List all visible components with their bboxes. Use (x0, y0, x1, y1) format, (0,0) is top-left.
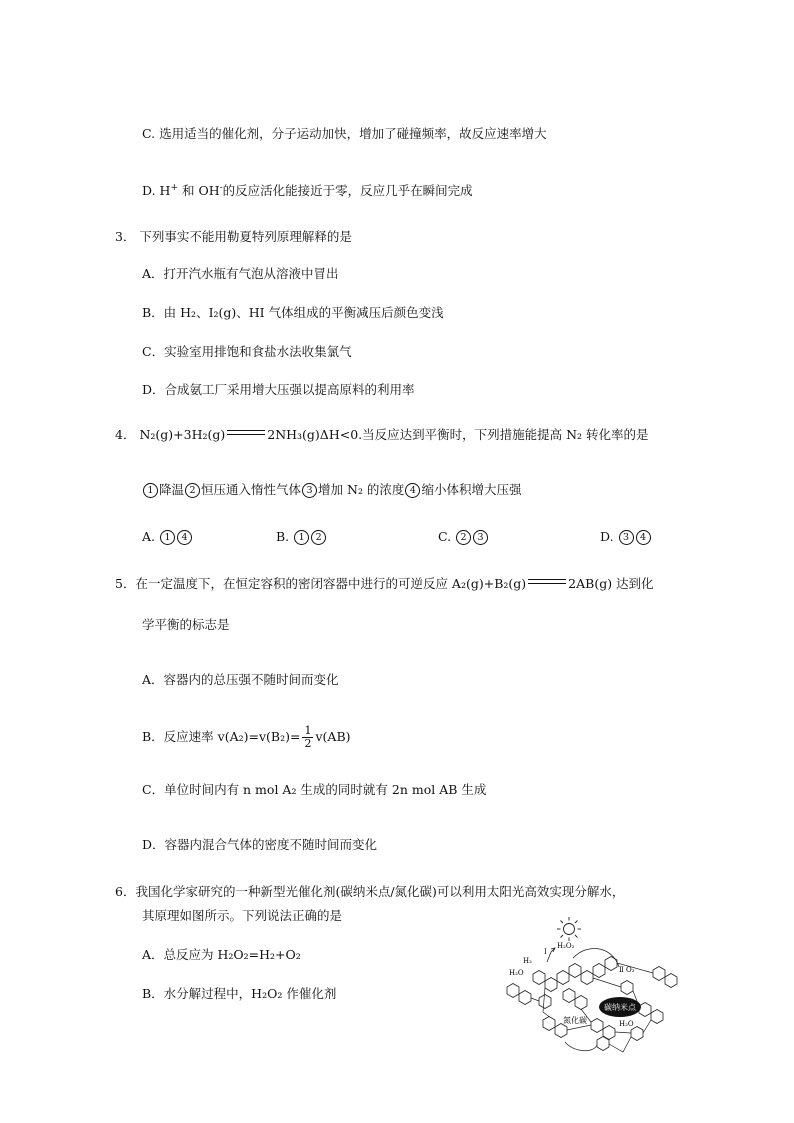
q2-option-d-prefix: D. H (142, 183, 171, 198)
circled-number-icon: 2 (311, 530, 326, 545)
circled-number-icon: 1 (160, 530, 175, 545)
q4-stem-rest: 当反应达到平衡时，下列措施能提高 N₂ 转化率的是 (362, 427, 649, 442)
choice-label: C. (438, 529, 452, 544)
q4-measure-1: 降温 (159, 482, 185, 497)
q3-option-d: D．合成氨工厂采用增大压强以提高原料的利用率 (142, 382, 415, 397)
circled-number-icon: 3 (473, 530, 488, 545)
q3-option-b: B．由 H₂、I₂(g)、HI 气体组成的平衡减压后颜色变浅 (142, 305, 444, 320)
label-i: I (544, 948, 547, 956)
q5-option-b-left: B．反应速率 v(A₂)=v(B₂)= (142, 729, 301, 744)
label-ii-o2: Ⅱ O₂ (619, 966, 635, 974)
circled-number-icon: 4 (177, 530, 192, 545)
choice-label: B. (276, 529, 290, 544)
q5-stem-b: 2AB(g) 达到化 (568, 576, 654, 591)
sun-icon (557, 917, 581, 941)
q6-stem-b: 其原理如图所示。下列说法正确的是 (142, 908, 343, 923)
fraction-denominator: 2 (304, 737, 312, 750)
q4-choice-d (600, 529, 652, 545)
circled-number-icon: 4 (636, 530, 651, 545)
q5-stem-c: 学平衡的标志是 (142, 617, 230, 632)
choice-label: A. (142, 529, 156, 544)
q5-option-b (142, 717, 351, 757)
q3-stem: 3． 下列事实不能用勒夏特列原理解释的是 (115, 229, 352, 244)
q2-option-c: C. 选用适当的催化剂，分子运动加快，增加了碰撞频率，故反应速率增大 (142, 126, 547, 141)
carbon-dot-label: 碳纳米点 (604, 1003, 636, 1012)
q5-stem (115, 576, 654, 592)
circled-number-icon: 4 (405, 483, 420, 498)
q4-measure-2: 恒压通入惰性气体 (201, 482, 302, 497)
q5-stem-a: 5．在一定温度下，在恒定容积的密闭容器中进行的可逆反应 A₂(g)+B₂(g) (115, 576, 527, 591)
fraction (302, 725, 313, 750)
q6-option-a: A．总反应为 H₂O₂=H₂+O₂ (142, 947, 301, 962)
label-h2o-right: H₂O (619, 1020, 634, 1028)
circled-number-icon: 2 (185, 483, 200, 498)
photocatalyst-diagram-svg (503, 912, 683, 1062)
q6-option-b: B．水分解过程中，H₂O₂ 作催化剂 (142, 986, 337, 1001)
q4-products: 2NH₃(g)ΔH<0. (267, 427, 363, 442)
q4-choice-c (438, 529, 489, 545)
q4-choice-b (276, 529, 327, 545)
label-carbon-nitride: 氮化碳 (563, 1016, 587, 1025)
q2-option-d: D. H+ 和 OH-的反应活化能接近于零，反应几乎在瞬间完成 (142, 183, 473, 198)
q5-option-a: A．容器内的总压强不随时间而变化 (142, 672, 339, 687)
q4-choice-a (142, 529, 193, 545)
circled-number-icon: 3 (302, 483, 317, 498)
label-h2o-left: H₂O (509, 969, 524, 977)
q3-option-a: A．打开汽水瓶有气泡从溶液中冒出 (142, 266, 339, 281)
q4-stem (115, 427, 649, 443)
fraction-numerator: 1 (304, 724, 312, 737)
q4-measure-3: 增加 N₂ 的浓度 (318, 482, 405, 497)
q5-option-d: D．容器内混合气体的密度不随时间而变化 (142, 837, 378, 852)
q5-option-b-right: v(AB) (315, 729, 351, 744)
q4-reactants: N₂(g)+3H₂(g) (139, 427, 226, 442)
photocatalyst-diagram (503, 912, 683, 1062)
q4-number: 4． (115, 427, 136, 442)
q5-option-c: C．单位时间内有 n mol A₂ 生成的同时就有 2n mol AB 生成 (142, 782, 487, 797)
choice-label: D. (600, 529, 614, 544)
q4-measures (142, 482, 521, 498)
label-h2: H₂ (523, 957, 532, 965)
circled-number-icon: 1 (143, 483, 158, 498)
circled-number-icon: 2 (456, 530, 471, 545)
circled-number-icon: 3 (619, 530, 634, 545)
q4-measure-4: 缩小体积增大压强 (421, 482, 522, 497)
equilibrium-arrow-icon (227, 429, 265, 437)
equilibrium-arrow-icon (528, 578, 566, 586)
q2-option-d-mid: 和 OH (181, 183, 220, 198)
label-h2o2: H₂O₂ (557, 942, 575, 950)
q2-option-d-rest: 的反应活化能接近于零，反应几乎在瞬间完成 (222, 183, 473, 198)
circled-number-icon: 1 (294, 530, 309, 545)
q3-option-c: C．实验室用排饱和食盐水法收集氯气 (142, 344, 352, 359)
q6-stem-a: 6．我国化学家研究的一种新型光催化剂(碳纳米点/氮化碳)可以利用太阳光高效实现分解水， (115, 884, 625, 899)
